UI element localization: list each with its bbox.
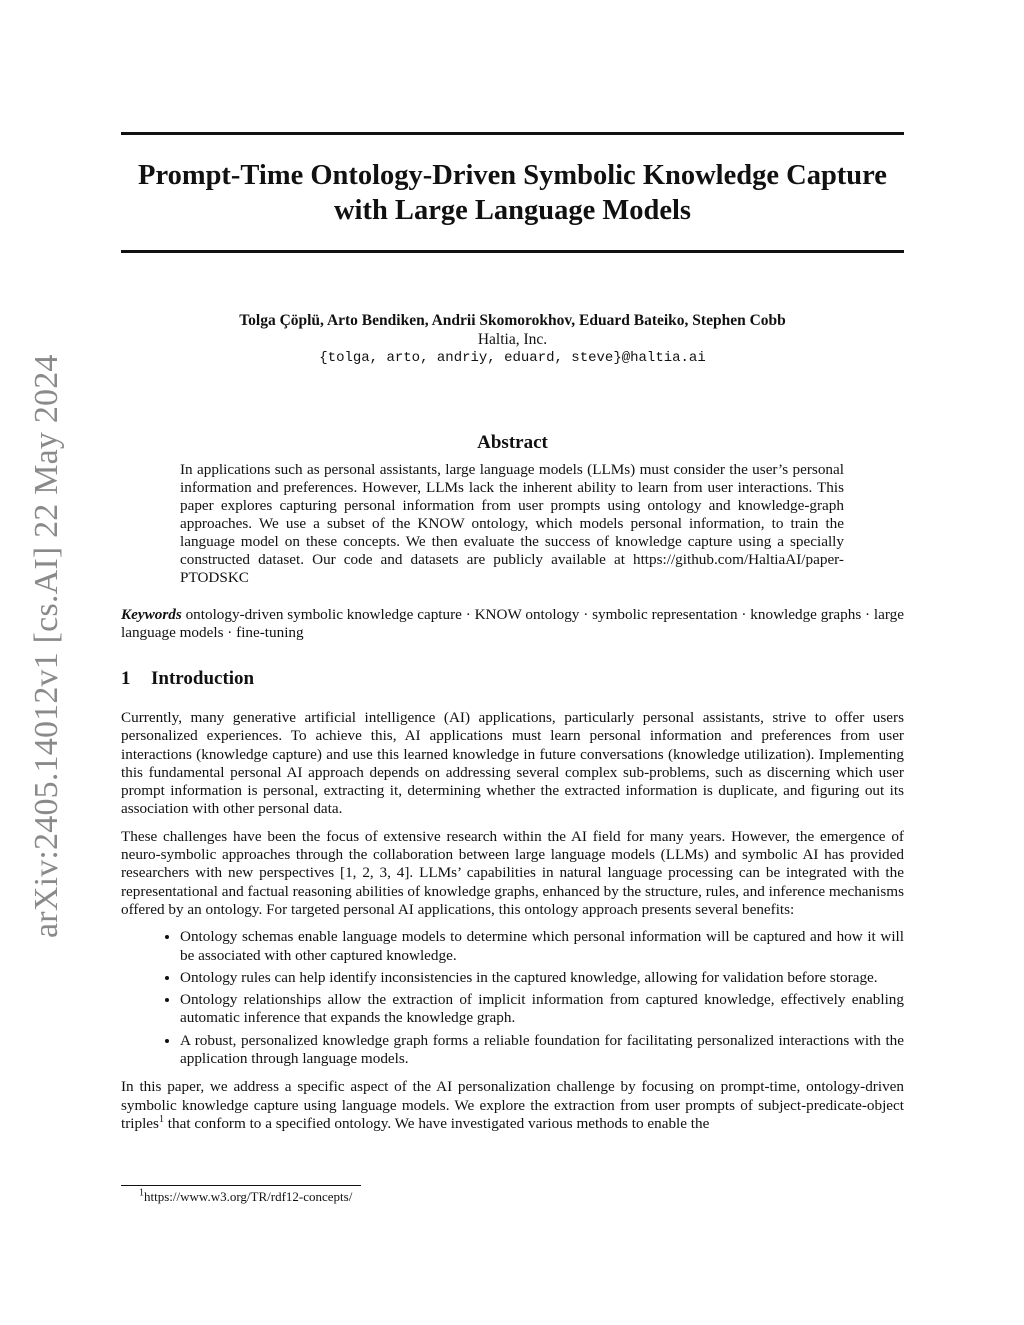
footnote-rule bbox=[121, 1185, 361, 1186]
author-names: Tolga Çöplü, Arto Bendiken, Andrii Skomorokhov, Eduard Bateiko, Stephen Cobb bbox=[239, 312, 786, 329]
list-item: • Ontology rules can help identify inconsistencies in the captured knowledge, allowing for validation before storage. bbox=[180, 969, 904, 987]
footnote-text: https://www.w3.org/TR/rdf12-concepts/ bbox=[144, 1189, 353, 1204]
title-bottom-rule bbox=[121, 250, 904, 253]
title-top-rule bbox=[121, 132, 904, 135]
list-item: • A robust, personalized knowledge graph forms a reliable foundation for facilitating personalized interactions with the application through language models. bbox=[180, 1032, 904, 1069]
paper-title-line-2: with Large Language Models bbox=[333, 195, 692, 226]
list-item: • Ontology relationships allow the extraction of implicit information from captured knowledge, effectively enabling automatic inference that expands the knowledge graph. bbox=[180, 991, 904, 1028]
paper-title bbox=[121, 158, 904, 228]
keywords bbox=[121, 606, 904, 642]
abstract-heading: Abstract bbox=[477, 432, 548, 453]
intro-paragraph-1: Currently, many generative artificial intelligence (AI) applications, particularly personal assistants, strive to offer users personalized experiences. To achieve this, AI applications must learn personal information and preferences from user interactions (knowledge capture) and use this learned knowledge in future conversations (knowledge utilization). Implementing this fundamental personal AI approach depends on addressing several complex sub-problems, such as discerning which user prompt information is personal, extracting it, determining whether the extracted information is duplicate, and figuring out its association with other personal data. bbox=[121, 709, 904, 818]
intro-paragraph-3 bbox=[121, 1078, 904, 1133]
section-number: 1 bbox=[121, 668, 131, 689]
intro-paragraph-3-part-1: In this paper, we address a specific aspect of the AI personalization challenge by focusing on prompt-time, ontology-driven symbolic knowledge capture using language models. We explore the extraction from user prompts of subject-predicate-object triples bbox=[121, 1078, 904, 1132]
section-heading-introduction bbox=[121, 668, 254, 690]
intro-paragraph-2: These challenges have been the focus of extensive research within the AI field for many years. However, the emergence of neuro-symbolic approaches through the collaboration between large language models (LLMs) and symbolic AI has provided researchers with new perspectives [1, 2, 3, 4]. LLMs’ capabilities in natural language processing can be integrated with the representational and factual reasoning abilities of knowledge graphs, enhanced by the structure, rules, and inference mechanisms offered by an ontology. For targeted personal AI applications, this ontology approach presents several benefits: bbox=[121, 827, 904, 918]
keywords-text: ontology-driven symbolic knowledge capture · KNOW ontology · symbolic representation · knowledge graphs · large language models · fine-tuning bbox=[121, 606, 905, 641]
benefits-list bbox=[121, 928, 904, 1068]
abstract-text: In applications such as personal assistants, large language models (LLMs) must consider the user’s personal information and preferences. However, LLMs lack the inherent ability to learn from user interactions. This paper explores capturing personal information from user prompts using ontology and knowledge-graph approaches. We use a subset of the KNOW ontology, which models personal information, to train the language model on these concepts. We then evaluate the success of knowledge capture using a specially constructed dataset. Our code and datasets are publicly available at https://github.com/HaltiaAI/paper-PTODSKC bbox=[180, 461, 844, 586]
footnote-mark: 1 bbox=[139, 1187, 144, 1199]
introduction-body bbox=[121, 709, 904, 1142]
section-title: Introduction bbox=[151, 668, 255, 689]
footnote-reference: 1 bbox=[158, 1113, 164, 1125]
keywords-label: Keywords bbox=[121, 606, 182, 623]
author-affiliation: Haltia, Inc. bbox=[477, 331, 548, 348]
author-emails: {tolga, arto, andriy, eduard, steve}@haltia.ai bbox=[319, 350, 706, 366]
author-block bbox=[121, 311, 904, 368]
footnote bbox=[139, 1189, 352, 1205]
intro-paragraph-3-part-2: that conform to a specified ontology. We have investigated various methods to enable the bbox=[163, 1114, 710, 1132]
list-item: • Ontology schemas enable language models to determine which personal information will be captured and how it will be associated with other captured knowledge. bbox=[180, 928, 904, 965]
arxiv-side-identifier: arXiv:2405.14012v1 [cs.AI] 22 May 2024 bbox=[28, 354, 65, 938]
paper-title-line-1: Prompt-Time Ontology-Driven Symbolic Knowledge Capture bbox=[138, 160, 887, 191]
